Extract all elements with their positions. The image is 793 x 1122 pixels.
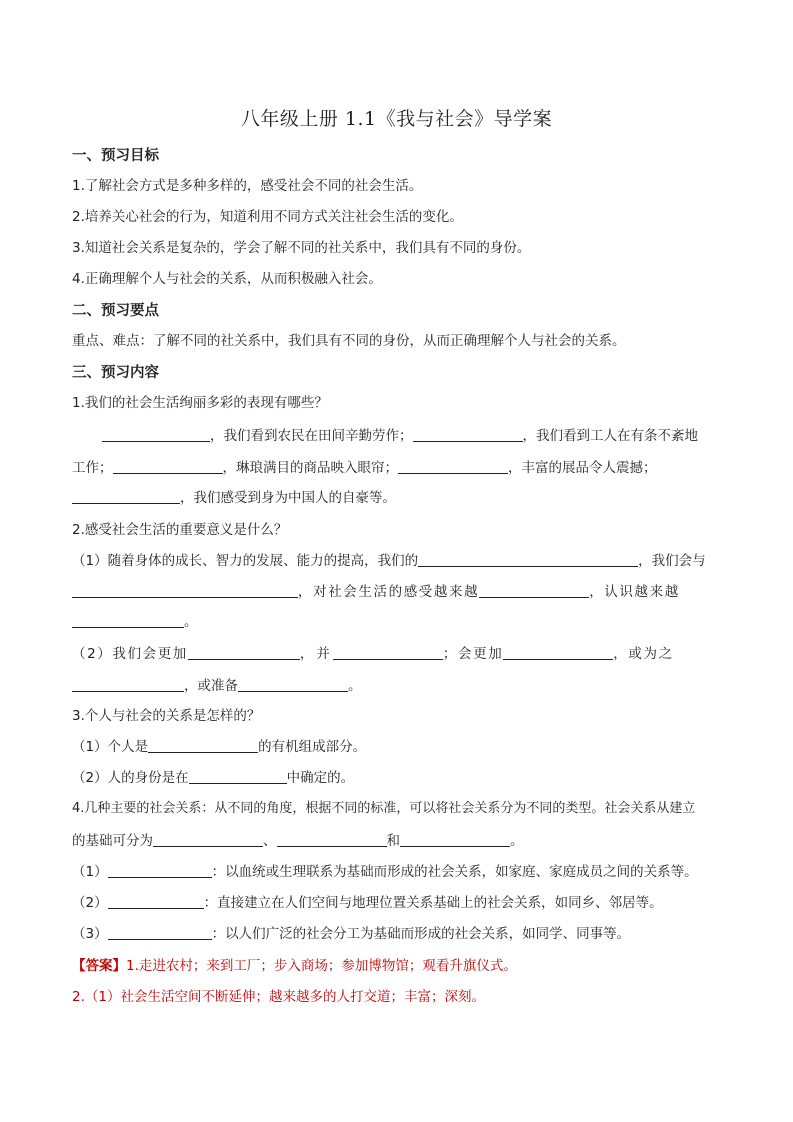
goal-item-3: 3.知道社会关系是复杂的，学会了解不同的社关系中，我们具有不同的身份。 [72,240,531,256]
section-heading-keypoints: 二、预习要点 [72,303,159,319]
q2-text: ，认识越来越 [589,584,680,600]
q4-text: 和 [386,833,400,849]
q1-text: ，我们看到农民在田间辛勤劳作； [210,428,413,444]
q4-text: ：以人们广泛的社会分工为基础而形成的社会关系，如同学、同事等。 [211,926,631,942]
q1-line-3 [72,488,722,508]
q1-text: ，我们看到工人在有条不紊地 [522,428,698,444]
section-heading-content: 三、预习内容 [72,365,159,381]
q2-text: 。 [184,614,198,630]
q4-text: 。 [510,833,524,849]
q3-text: （1）个人是 [72,739,149,755]
q2-part1-line2 [72,582,722,602]
q4-text: （2） [72,895,108,911]
document-title: 八年级上册 1.1《我与社会》导学案 [240,108,553,130]
q2-part1-line1 [72,551,722,571]
question-2: 2.感受社会生活的重要意义是什么？ [72,522,288,538]
q4-line-2 [72,831,722,851]
goal-item-1: 1.了解社会方式是多种多样的，感受社会不同的社会生活。 [72,178,423,194]
q4-text: 的基础可分为 [72,833,153,849]
fill-blank[interactable] [108,925,212,940]
fill-blank[interactable] [413,427,523,442]
fill-blank[interactable] [108,863,212,878]
q3-answer-2 [72,768,722,788]
q4-text: （1） [72,864,108,880]
question-1: 1.我们的社会生活绚丽多彩的表现有哪些？ [72,395,328,411]
section-heading-goals: 一、预习目标 [72,148,159,164]
q2-text: ，或准备 [184,678,238,694]
q2-part2-line2 [72,676,722,696]
q2-text: ，我们会与 [638,553,706,569]
q3-text: （2）人的身份是在 [72,770,189,786]
fill-blank[interactable] [148,738,258,753]
q2-text: ，或为之 [613,646,674,662]
q1-line-2 [72,458,722,478]
fill-blank[interactable] [418,552,638,567]
keypoints-text: 重点、难点：了解不同的社关系中，我们具有不同的身份，从而正确理解个人与社会的关系。 [72,333,626,349]
q3-text: 中确定的。 [286,770,355,786]
fill-blank[interactable] [102,427,210,442]
fill-blank[interactable] [108,894,204,909]
fill-blank[interactable] [188,645,300,660]
fill-blank[interactable] [72,677,184,692]
answer-label: 【答案】 [72,958,126,974]
q3-text: 的有机组成部分。 [258,739,367,755]
fill-blank[interactable] [277,832,387,847]
fill-blank[interactable] [503,645,613,660]
fill-blank[interactable] [400,832,510,847]
q4-text: （3） [72,926,108,942]
goal-item-4: 4.正确理解个人与社会的关系，从而积极融入社会。 [72,271,382,287]
answer-line-1 [72,956,722,976]
fill-blank[interactable] [153,832,263,847]
fill-blank[interactable] [113,459,223,474]
q4-item-1 [72,862,722,882]
q3-answer-1 [72,737,722,757]
q4-text: ：直接建立在人们空间与地理位置关系基础上的社会关系，如同乡、邻居等。 [203,895,663,911]
q2-text: ，并 [299,646,333,662]
q2-part2-line1 [72,644,722,664]
fill-blank[interactable] [479,583,589,598]
fill-blank[interactable] [333,645,443,660]
answer-text: 1.走进农村；来到工厂；步入商场；参加博物馆；观看升旗仪式。 [126,958,517,974]
q4-item-3 [72,924,722,944]
fill-blank[interactable] [72,583,298,598]
q2-text: ，对社会生活的感受越来越 [298,584,480,600]
q2-text: （1）随着身体的成长、智力的发展、能力的提高，我们的 [72,553,419,569]
q4-text: 、 [263,833,277,849]
question-3: 3.个人与社会的关系是怎样的？ [72,708,261,724]
q1-text: 工作； [72,460,113,476]
q2-text: 。 [348,678,362,694]
goal-item-2: 2.培养关心社会的行为，知道利用不同方式关注社会生活的变化。 [72,209,463,225]
q4-text: ：以血统或生理联系为基础而形成的社会关系，如家庭、家庭成员之间的关系等。 [211,864,698,880]
q2-part1-line3 [72,612,722,632]
q4-item-2 [72,893,722,913]
q1-text: ，我们感受到身为中国人的自豪等。 [180,490,396,506]
fill-blank[interactable] [398,459,508,474]
fill-blank[interactable] [72,613,184,628]
q2-text: ；会更加 [442,646,504,662]
fill-blank[interactable] [238,677,348,692]
q1-text: ，丰富的展品令人震撼； [508,460,657,476]
answer-line-2: 2.（1）社会生活空间不断延伸；越来越多的人打交道；丰富；深刻。 [72,989,485,1005]
q1-text: ，琳琅满目的商品映入眼帘； [222,460,398,476]
question-4: 4.几种主要的社会关系：从不同的角度，根据不同的标准，可以将社会关系分为不同的类型。社会关系从建立 [72,801,696,816]
fill-blank[interactable] [72,489,180,504]
fill-blank[interactable] [189,769,287,784]
q1-line-1 [72,426,722,446]
q2-text: （2）我们会更加 [72,646,188,662]
